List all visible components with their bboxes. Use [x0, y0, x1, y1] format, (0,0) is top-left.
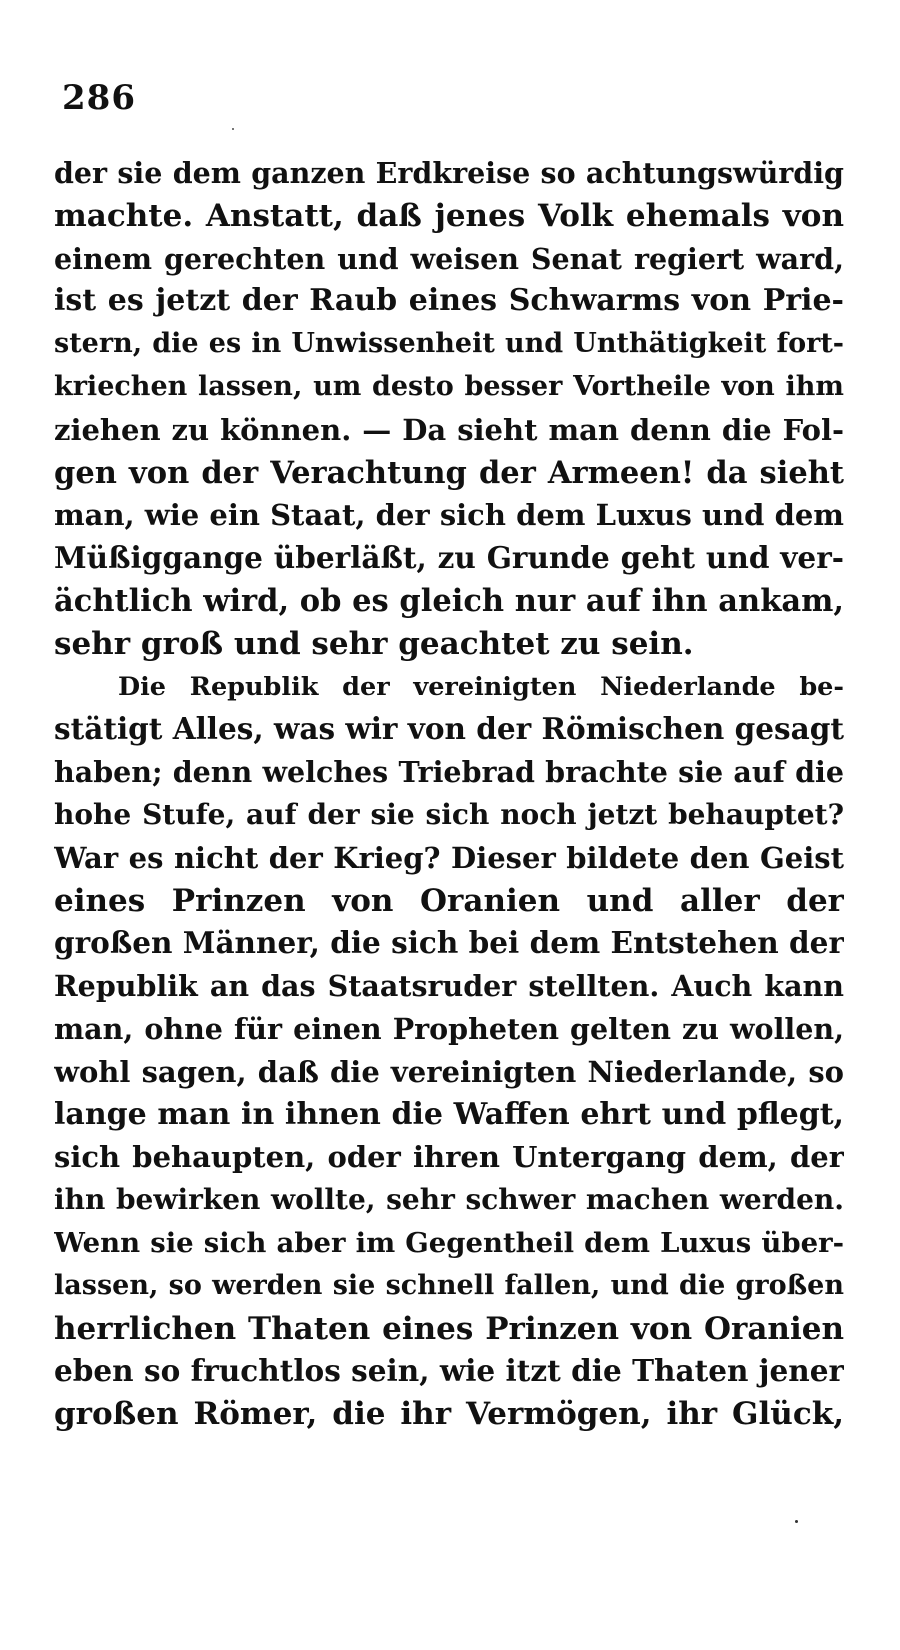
text-line: gen von der Verachtung der Armeen! da sieht: [54, 454, 844, 491]
text-line: stern, die es in Unwissenheit und Unthätigkeit fort-: [54, 328, 844, 360]
text-line: man, wie ein Staat, der sich dem Luxus und dem: [54, 498, 844, 533]
text-line: hohe Stufe, auf der sie sich noch jetzt behauptet?: [54, 797, 844, 831]
text-line: stätigt Alles, was wir von der Römischen gesagt: [54, 711, 844, 747]
text-line: ist es jetzt der Raub eines Schwarms von Prie-: [54, 283, 844, 319]
text-line: Müßiggange überläßt, zu Grunde geht und ver-: [54, 540, 844, 576]
text-line: Die Republik der vereinigten Niederlande be-: [118, 671, 844, 702]
body-text: [54, 152, 844, 1436]
paragraph-1: [54, 152, 844, 666]
text-line: sehr groß und sehr geachtet zu sein.: [54, 625, 694, 662]
text-line: lassen, so werden sie schnell fallen, und die großen: [54, 1269, 844, 1301]
text-line: man, ohne für einen Propheten gelten zu wollen,: [54, 1011, 844, 1046]
text-line: sich behaupten, oder ihren Untergang dem, der: [54, 1140, 844, 1175]
text-line: großen Männer, die sich bei dem Entstehen der: [54, 925, 844, 961]
text-line: großen Römer, die ihr Vermögen, ihr Glück,: [54, 1396, 844, 1433]
text-line: eines Prinzen von Oranien und aller der: [54, 882, 844, 919]
text-line: herrlichen Thaten eines Prinzen von Oranien: [54, 1310, 844, 1347]
text-line: wohl sagen, daß die vereinigten Niederlande, so: [54, 1054, 844, 1089]
text-line: einem gerechten und weisen Senat regiert ward,: [54, 241, 844, 276]
text-line: ziehen zu können. — Da sieht man denn die Fol-: [54, 412, 844, 447]
text-line: eben so fruchtlos sein, wie itzt die Thaten jener: [54, 1353, 844, 1389]
text-line: der sie dem ganzen Erdkreise so achtungswürdig: [54, 156, 844, 190]
text-line: Wenn sie sich aber im Gegentheil dem Luxus über-: [54, 1226, 844, 1259]
text-line: lange man in ihnen die Waffen ehrt und pflegt,: [54, 1096, 844, 1132]
text-line: haben; denn welches Triebrad brachte sie auf die: [54, 755, 844, 790]
text-line: ächtlich wird, ob es gleich nur auf ihn ankam,: [54, 582, 844, 619]
text-line: kriechen lassen, um desto besser Vortheile von ihm: [54, 370, 844, 402]
print-speck: [795, 1520, 798, 1523]
text-line: Republik an das Staatsruder stellten. Auch kann: [54, 969, 844, 1004]
text-line: machte. Anstatt, daß jenes Volk ehemals von: [54, 197, 844, 234]
print-speck: [232, 128, 234, 130]
text-line: War es nicht der Krieg? Dieser bildete den Geist: [54, 840, 844, 875]
page-number: 286: [62, 78, 136, 118]
paragraph-2: [54, 666, 844, 1436]
text-line: ihn bewirken wollte, sehr schwer machen werden.: [54, 1183, 844, 1217]
